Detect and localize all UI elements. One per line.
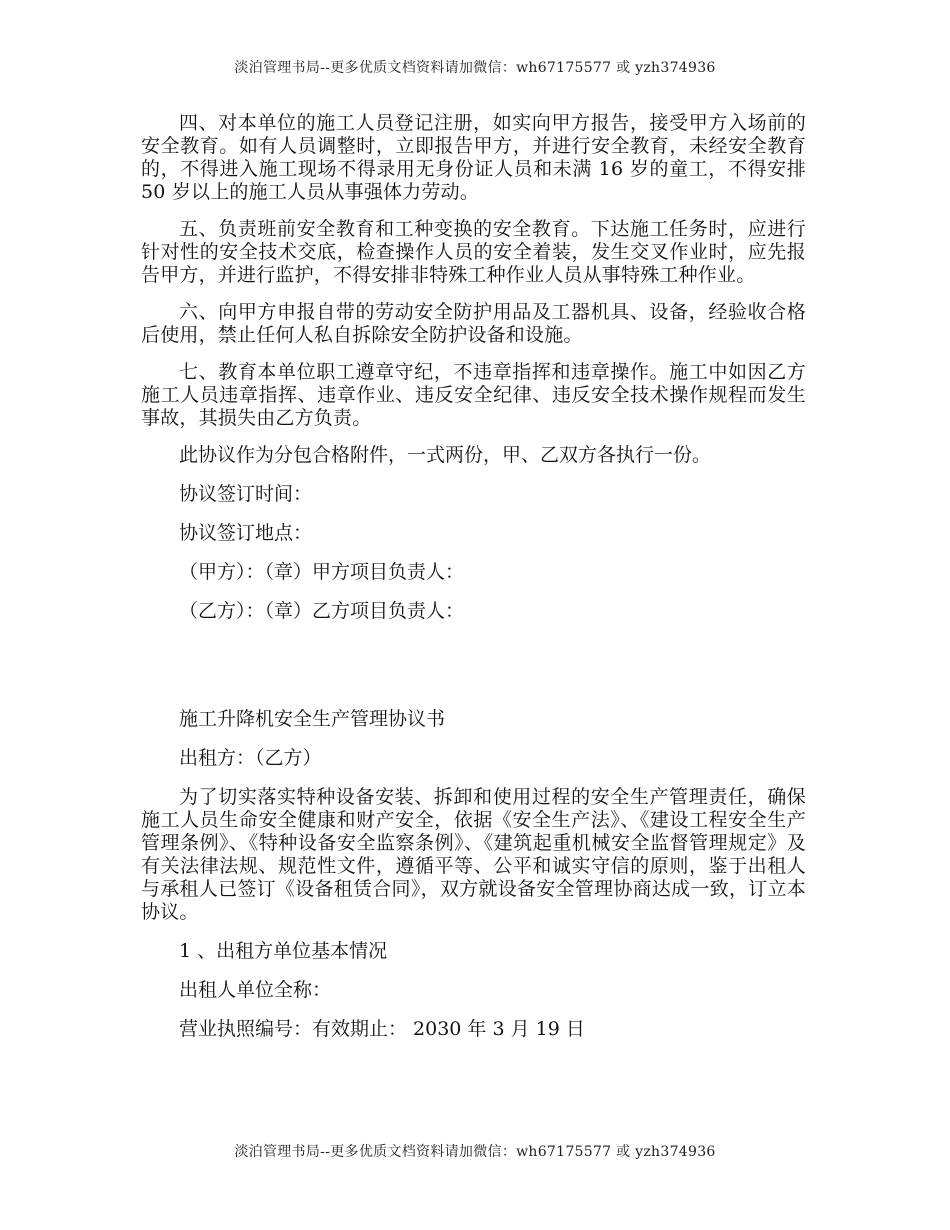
document-body <box>141 112 806 1041</box>
intro-paragraph: 为了切实落实特种设备安装、拆卸和使用过程的安全生产管理责任，确保施工人员生命安全健康和财产安全，依据《安全生产法》、《建设工程安全生产管理条例》、《特种设备安全监察条例》、《建筑起重机械安全监督管理规定》及有关法律法规、规范性文件，遵循平等、公平和诚实守信的原则，鉴于出租人与承租人已签订《设备租赁合同》，双方就设备安全管理协商达成一致，订立本协议。 <box>141 786 806 923</box>
lessor-line: 出租方：（乙方） <box>179 747 322 769</box>
party-b-signature: （乙方）：（章）乙方项目负责人： <box>179 600 465 622</box>
license-line: 营业执照编号：有效期止： 2030 年 3 月 19 日 <box>179 1018 585 1040</box>
clause-4: 四、对本单位的施工人员登记注册，如实向甲方报告，接受甲方入场前的安全教育。如有人员调整时，立即报告甲方，并进行安全教育，未经安全教育的，不得进入施工现场不得录用无身份证人员和未满 16 岁的童工，不得安排 50 岁以上的施工人员从事强体力劳动。 <box>141 112 806 203</box>
attachment-note: 此协议作为分包合格附件，一式两份，甲、乙双方各执行一份。 <box>179 444 712 466</box>
section-1-heading: 1 、出租方单位基本情况 <box>179 940 388 962</box>
clause-5: 五、负责班前安全教育和工种变换的安全教育。下达施工任务时，应进行针对性的安全技术交底，检查操作人员的安全着装，发生交叉作业时，应先报告甲方，并进行监护，不得安排非特殊工种作业人员从事特殊工种作业。 <box>141 218 806 286</box>
clause-6: 六、向甲方申报自带的劳动安全防护用品及工器机具、设备，经验收合格后使用，禁止任何人私自拆除安全防护设备和设施。 <box>141 301 806 346</box>
sign-place: 协议签订地点： <box>179 522 313 544</box>
clause-7: 七、教育本单位职工遵章守纪，不违章指挥和违章操作。施工中如因乙方施工人员违章指挥、违章作业、违反安全纪律、违反安全技术操作规程而发生事故，其损失由乙方负责。 <box>141 361 806 429</box>
lessor-name-line: 出租人单位全称： <box>179 979 332 1001</box>
party-a-signature: （甲方）：（章）甲方项目负责人： <box>179 561 465 583</box>
header-watermark: 淡泊管理书局--更多优质文档资料请加微信：wh67175577 或 yzh374936 <box>234 60 716 76</box>
sign-time: 协议签订时间： <box>179 483 313 505</box>
footer-watermark: 淡泊管理书局--更多优质文档资料请加微信：wh67175577 或 yzh374936 <box>234 1144 716 1160</box>
agreement-title: 施工升降机安全生产管理协议书 <box>179 708 446 730</box>
